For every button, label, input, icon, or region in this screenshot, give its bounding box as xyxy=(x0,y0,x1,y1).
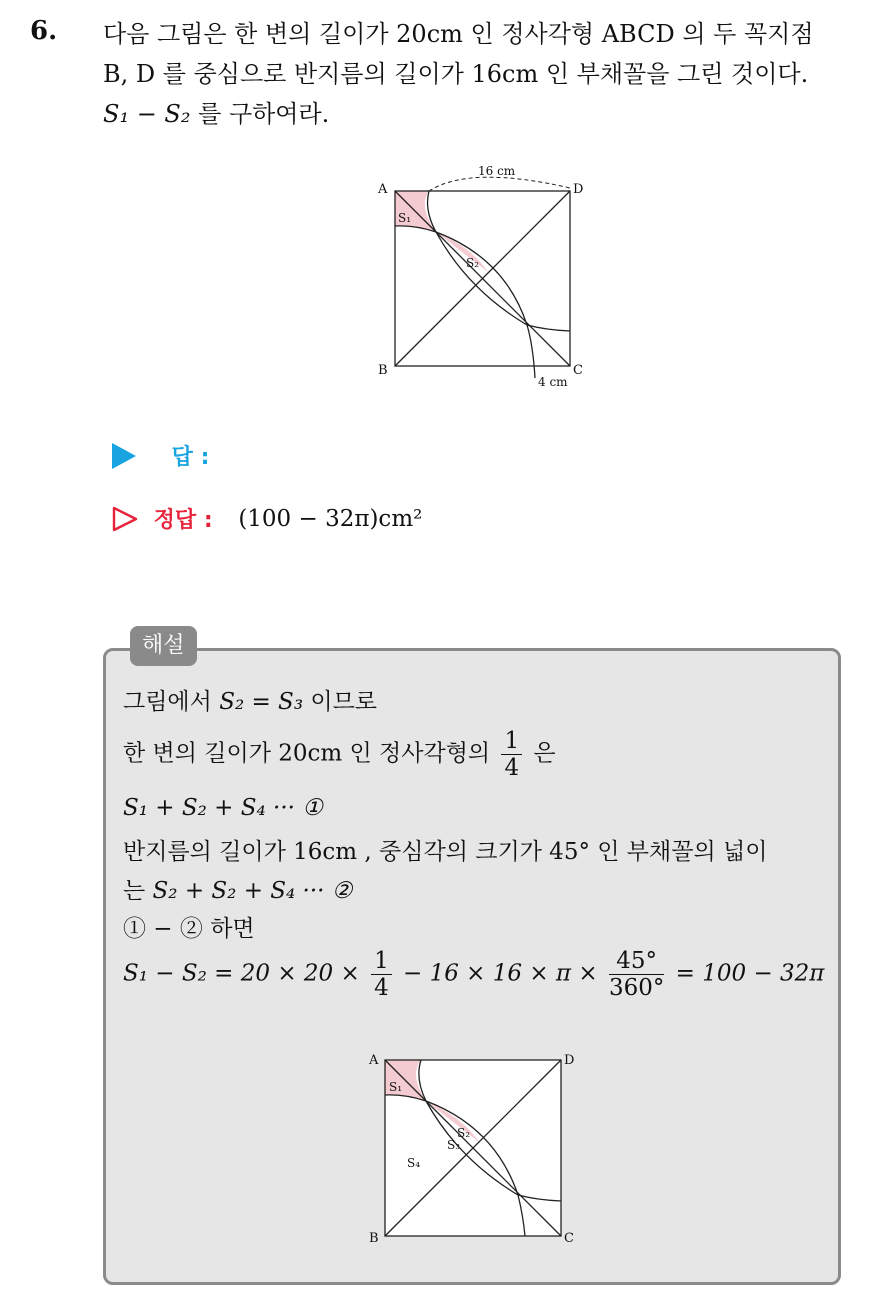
equation-fraction-2-den: 360° xyxy=(608,975,665,1001)
label-b-2: B xyxy=(369,1231,379,1245)
label-s1-2: S₁ xyxy=(389,1080,403,1094)
label-s2: S₂ xyxy=(466,256,480,270)
answer-row xyxy=(112,440,209,471)
solution-line-1-math: S₂ = S₃ xyxy=(219,689,304,715)
label-s2-2: S₂ xyxy=(457,1126,471,1140)
solution-line-6: ① − ② 하면 xyxy=(123,916,255,942)
label-c: C xyxy=(573,363,583,378)
solution-line-3: S₁ + S₂ + S₄ ··· ① xyxy=(123,795,323,821)
solution-line-2-text: 한 변의 길이가 20cm 인 정사각형의 xyxy=(123,740,491,767)
question-line-2: B, D 를 중심으로 반지름의 길이가 16cm 인 부채꼴을 그린 것이다. xyxy=(103,60,809,88)
label-c-2: C xyxy=(564,1231,574,1245)
fraction-den: 4 xyxy=(504,755,520,781)
solution-line-4: 반지름의 길이가 16cm , 중심각의 크기가 45° 인 부채꼴의 넓이 xyxy=(123,839,768,865)
question-number: 6. xyxy=(30,16,58,46)
solution-line-5-text: 는 xyxy=(123,878,153,904)
solution-line-5 xyxy=(123,872,352,905)
play-arrow-icon xyxy=(112,443,136,469)
correct-answer-value: (100 − 32π)cm² xyxy=(238,505,423,532)
label-b: B xyxy=(378,363,388,378)
solution-line-5-math: S₂ + S₂ + S₄ ··· ② xyxy=(152,878,353,904)
solution-line-2 xyxy=(123,728,556,781)
equation-part-a: S₁ − S₂ = 20 × 20 × xyxy=(123,960,360,987)
solution-equation xyxy=(123,948,824,1001)
dimension-16cm-arc xyxy=(429,177,570,191)
correct-answer-row xyxy=(112,503,422,534)
equation-fraction-2-num: 45° xyxy=(609,948,664,975)
question-text xyxy=(103,14,873,134)
equation-fraction-1-num: 1 xyxy=(371,948,392,975)
question-line-1: 다음 그림은 한 변의 길이가 20cm 인 정사각형 ABCD 의 두 꼭지점 xyxy=(103,20,814,48)
dim-16cm: 16 cm xyxy=(478,164,516,178)
label-s1: S₁ xyxy=(398,211,412,225)
solution-line-1 xyxy=(123,683,377,716)
correct-answer-label: 정답 : xyxy=(153,508,213,533)
dim-4cm: 4 cm xyxy=(538,375,568,389)
question-line-3 xyxy=(103,94,873,134)
solution-figure xyxy=(365,1045,585,1245)
s2-shaded-region xyxy=(436,232,488,272)
equation-part-b: − 16 × 16 × π × xyxy=(403,960,598,987)
question-math: S₁ − S₂ xyxy=(103,100,191,128)
solution-line-1-text: 그림에서 xyxy=(123,689,220,715)
equation-fraction-2 xyxy=(609,948,664,1001)
label-s3-2: S₃ xyxy=(447,1138,461,1152)
answer-label: 답 : xyxy=(171,445,210,470)
label-a: A xyxy=(378,182,388,197)
question-line-3-tail: 를 구하여라. xyxy=(190,100,330,128)
fraction-quarter xyxy=(501,728,522,781)
solution-line-1-tail: 이므로 xyxy=(303,689,378,715)
equation-fraction-1-den: 4 xyxy=(374,975,389,1001)
label-d-2: D xyxy=(564,1053,575,1068)
equation-part-c: = 100 − 32π xyxy=(675,960,825,987)
equation-fraction-1 xyxy=(371,948,392,1001)
problem-figure xyxy=(360,150,600,390)
label-s4-2: S₄ xyxy=(407,1156,421,1170)
label-a-2: A xyxy=(369,1053,379,1068)
solution-line-2-tail: 은 xyxy=(533,740,556,767)
outline-arrow-icon xyxy=(112,506,138,532)
label-d: D xyxy=(573,182,584,197)
fraction-num: 1 xyxy=(501,728,522,755)
solution-tag: 해설 xyxy=(130,626,197,666)
